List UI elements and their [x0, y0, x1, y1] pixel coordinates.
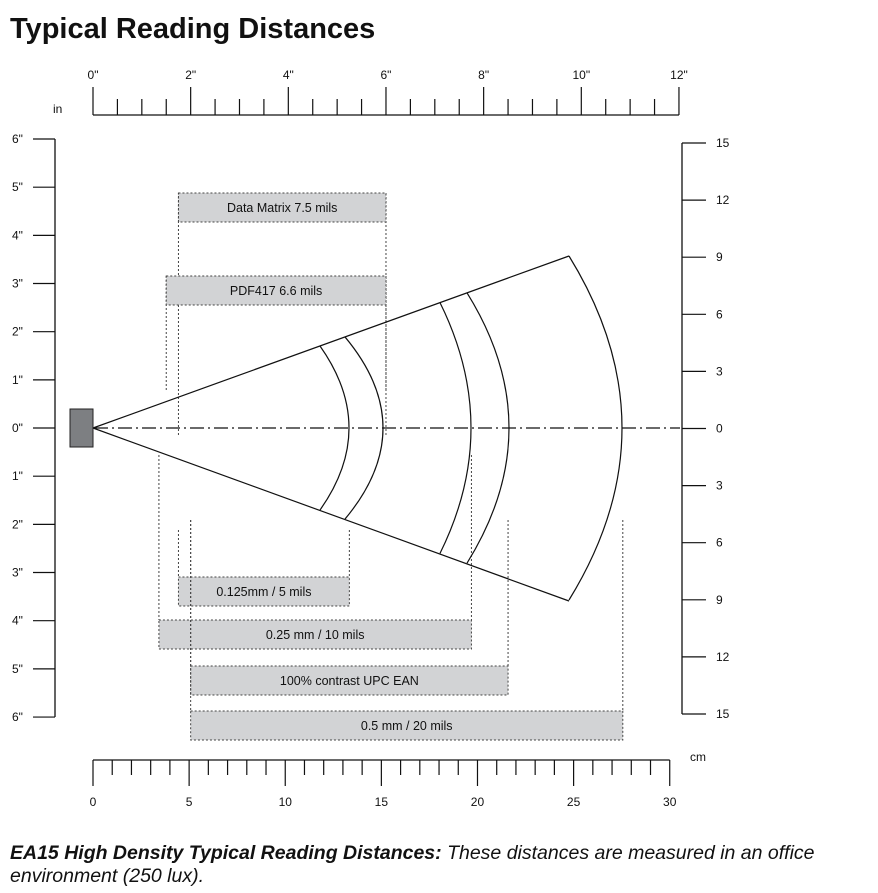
left-axis-label: 2": [12, 517, 23, 532]
range-band-label: PDF417 6.6 mils: [229, 284, 323, 298]
top-unit-label: in: [53, 102, 63, 116]
range-band-label: Data Matrix 7.5 mils: [226, 201, 338, 215]
left-axis-label: 4": [12, 613, 23, 628]
cone-lower-edge: [93, 428, 569, 601]
bottom-unit-label: cm: [690, 750, 706, 764]
bottom-ruler-label: 15: [374, 795, 389, 809]
bottom-ruler-label: 5: [185, 795, 193, 809]
left-axis-label: 0": [12, 421, 23, 436]
right-axis-label: 6: [716, 307, 723, 322]
right-axis-label: 12: [716, 649, 730, 664]
caption-lead: EA15 High Density Typical Reading Distances:: [10, 842, 442, 864]
bottom-ruler-label: 20: [470, 795, 485, 809]
right-axis-label: 9: [716, 592, 723, 607]
right-axis-label: 15: [716, 707, 730, 721]
scanner-icon: [70, 409, 93, 447]
top-ruler-label: 2": [185, 68, 197, 82]
top-ruler-label: 4": [282, 68, 294, 82]
bottom-ruler-label: 0: [89, 795, 97, 809]
top-ruler-label: 12": [670, 68, 688, 82]
range-band-label: 0.125mm / 5 mils: [216, 585, 312, 599]
left-axis-label: 4": [12, 228, 23, 243]
diagram-title: Typical Reading Distances: [10, 13, 376, 45]
left-inch-axis: [12, 132, 55, 724]
left-axis-label: 2": [12, 324, 23, 339]
top-ruler-label: 6": [380, 68, 392, 82]
right-cm-axis: [682, 136, 730, 721]
top-ruler-label: 0": [87, 68, 99, 82]
right-axis-label: 15: [716, 136, 730, 150]
right-axis-label: 0: [716, 421, 723, 436]
range-band-label: 0.5 mm / 20 mils: [360, 719, 453, 733]
left-axis-label: 5": [12, 180, 23, 195]
range-band-label: 0.25 mm / 10 mils: [265, 628, 365, 642]
left-axis-label: 6": [12, 132, 23, 146]
left-axis-label: 5": [12, 661, 23, 676]
right-axis-label: 9: [716, 250, 723, 265]
bottom-cm-ruler: [90, 750, 706, 809]
caption: [10, 842, 872, 888]
top-ruler-label: 10": [572, 68, 591, 82]
left-axis-label: 3": [12, 276, 23, 291]
top-ruler-label: 8": [478, 68, 490, 82]
left-axis-label: 1": [12, 372, 23, 387]
range-bands: [159, 193, 623, 740]
left-axis-label: 1": [12, 469, 23, 484]
caption-body: These distances are measured in an office environment (250 lux).: [10, 842, 815, 887]
bottom-ruler-label: 30: [663, 795, 677, 809]
right-axis-label: 6: [716, 535, 723, 550]
left-axis-label: 3": [12, 565, 23, 580]
right-axis-label: 3: [716, 478, 723, 493]
bottom-ruler-label: 10: [278, 795, 292, 809]
left-axis-label: 6": [12, 710, 23, 725]
range-band-label: 100% contrast UPC EAN: [279, 674, 419, 688]
top-inch-ruler: [53, 68, 688, 116]
right-axis-label: 3: [716, 364, 723, 379]
bottom-ruler-label: 25: [566, 795, 581, 809]
right-axis-label: 12: [716, 193, 730, 208]
